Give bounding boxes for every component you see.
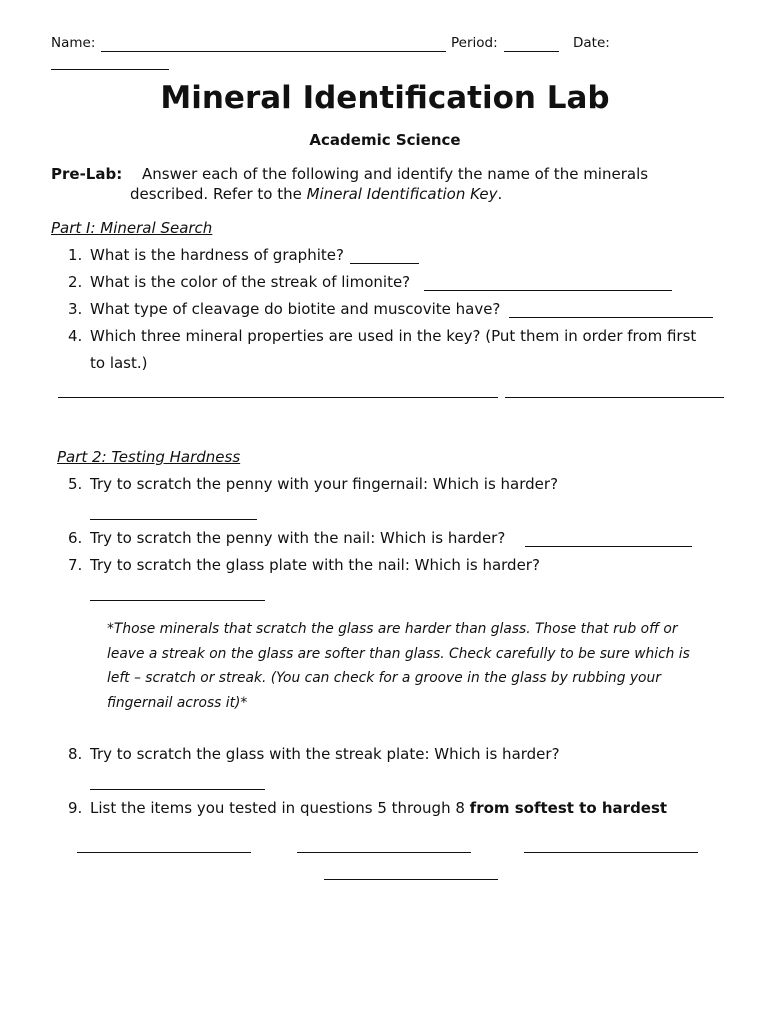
- question-9-emphasis: from softest to hardest: [469, 799, 668, 817]
- question-3: 3. What type of cleavage do biotite and muscovite have?: [68, 300, 501, 318]
- prelab-label: Pre-Lab:: [51, 165, 123, 183]
- question-9: 9. List the items you tested in questions 5 through 8 from softest to hardest: [68, 799, 668, 817]
- page-subtitle: Academic Science: [309, 131, 461, 149]
- question-2: 2. What is the color of the streak of limonite?: [68, 273, 411, 291]
- hardness-note-line-4: fingernail across it)*: [107, 695, 248, 711]
- name-label: Name:: [51, 35, 96, 51]
- answer-7-line[interactable]: [90, 600, 265, 601]
- answer-8-line[interactable]: [90, 789, 265, 790]
- question-8: 8. Try to scratch the glass with the streak plate: Which is harder?: [68, 745, 560, 763]
- question-4-continued: to last.): [90, 354, 148, 372]
- part2-heading: Part 2: Testing Hardness: [57, 448, 241, 466]
- date-field[interactable]: [51, 69, 169, 70]
- answer-4-line-a[interactable]: [58, 397, 498, 398]
- period-field[interactable]: [504, 51, 559, 52]
- answer-5-line[interactable]: [90, 519, 257, 520]
- answer-9-line-a[interactable]: [77, 852, 251, 853]
- question-5: 5. Try to scratch the penny with your fingernail: Which is harder?: [68, 475, 559, 493]
- answer-2-line[interactable]: [424, 290, 672, 291]
- name-field[interactable]: [101, 51, 446, 52]
- hardness-note-line-3: left – scratch or streak. (You can check for a groove in the glass by rubbing your: [107, 670, 661, 686]
- question-1: 1. What is the hardness of graphite?: [68, 246, 344, 264]
- key-reference: Mineral Identification Key: [306, 185, 498, 203]
- question-4: 4. Which three mineral properties are used in the key? (Put them in order from first: [68, 327, 697, 345]
- answer-4-line-b[interactable]: [505, 397, 724, 398]
- answer-9-line-d[interactable]: [324, 879, 498, 880]
- hardness-note-line-1: *Those minerals that scratch the glass are harder than glass. Those that rub off or: [107, 621, 678, 637]
- answer-9-line-c[interactable]: [524, 852, 698, 853]
- page-title: Mineral Identification Lab: [160, 80, 610, 116]
- part1-heading: Part I: Mineral Search: [51, 219, 213, 237]
- answer-3-line[interactable]: [509, 317, 713, 318]
- answer-6-line[interactable]: [525, 546, 692, 547]
- answer-1-line[interactable]: [350, 263, 419, 264]
- hardness-note-line-2: leave a streak on the glass are softer than glass. Check carefully to be sure which is: [107, 646, 690, 662]
- period-label: Period:: [451, 35, 498, 51]
- date-label: Date:: [573, 35, 610, 51]
- question-6: 6. Try to scratch the penny with the nail: Which is harder?: [68, 529, 506, 547]
- question-7: 7. Try to scratch the glass plate with the nail: Which is harder?: [68, 556, 540, 574]
- prelab-line-1: Answer each of the following and identify the name of the minerals: [142, 165, 649, 183]
- prelab-line-2: described. Refer to the Mineral Identification Key.: [130, 185, 503, 203]
- answer-9-line-b[interactable]: [297, 852, 471, 853]
